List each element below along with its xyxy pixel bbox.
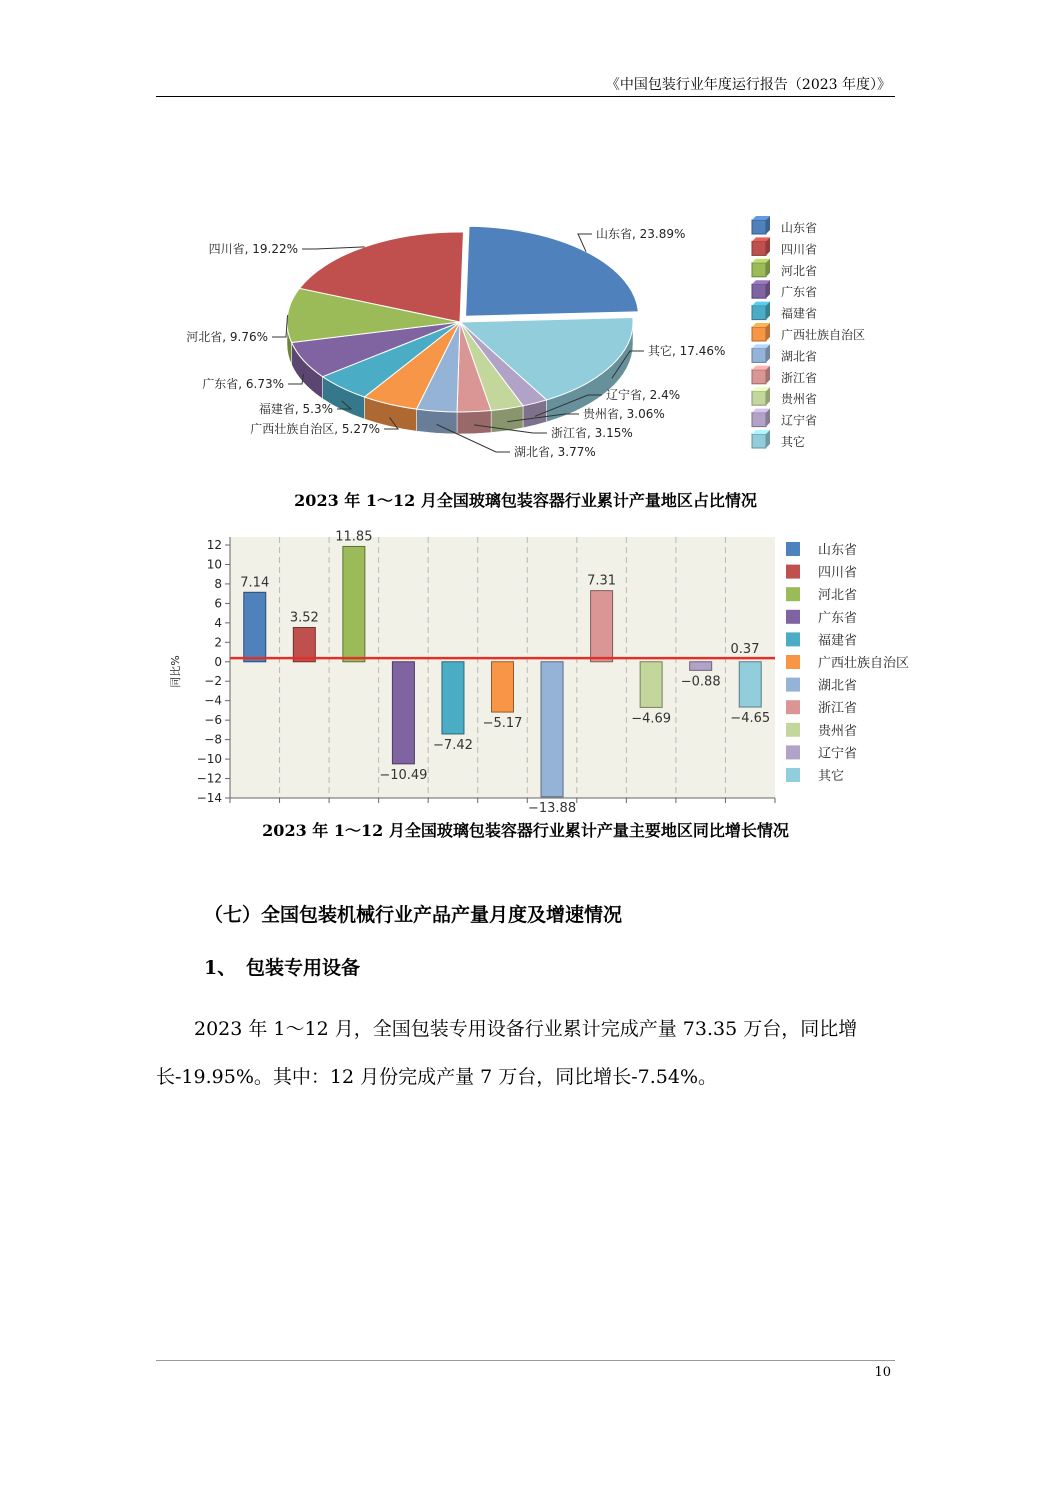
bar-legend-item-3	[786, 610, 857, 626]
bar-legend-swatch-0	[786, 542, 800, 556]
pie-legend-swatch-5	[752, 327, 766, 341]
running-header: 《中国包装行业年度运行报告（2023 年度）》	[605, 77, 891, 93]
bar-legend-swatch-10	[786, 768, 800, 782]
bar-5	[492, 662, 514, 712]
pie-legend-label-8: 贵州省	[781, 392, 818, 407]
bar-legend-label-3: 广东省	[818, 610, 858, 626]
pie-legend-item-0	[752, 216, 817, 235]
pie-label-8: 广东省, 6.73%	[202, 377, 284, 391]
section-heading: （七）全国包装机械行业产品产量月度及增速情况	[204, 904, 623, 926]
bar-8	[640, 662, 662, 708]
bar-legend-swatch-9	[786, 745, 800, 759]
bar-ytick-label-1: 10	[206, 557, 222, 572]
pie-legend-swatch-8	[752, 391, 766, 405]
bar-2	[343, 546, 365, 661]
bar-ytick-label-2: 8	[214, 576, 222, 591]
pie-label-10: 四川省, 19.22%	[208, 242, 298, 256]
bar-0	[244, 592, 266, 661]
pie-legend-item-5	[752, 323, 865, 342]
bar-ytick-label-4: 4	[214, 615, 222, 630]
pie-label-2: 辽宁省, 2.4%	[606, 388, 681, 402]
bar-value-label-9: −0.88	[680, 674, 721, 690]
bar-value-label-3: −10.49	[379, 767, 428, 783]
pie-leader-line-9	[272, 315, 288, 337]
pie-legend-label-5: 广西壮族自治区	[781, 328, 866, 342]
bar-legend-label-5: 广西壮族自治区	[818, 656, 910, 671]
pie-legend-swatch-10	[752, 434, 766, 448]
pie-chart	[0, 0, 1051, 480]
bar-legend-swatch-3	[786, 610, 800, 624]
pie-label-1: 其它, 17.46%	[648, 344, 726, 358]
pie-legend-item-1	[752, 237, 817, 256]
bar-legend-item-10	[786, 768, 844, 784]
page-number: 10	[874, 1365, 891, 1380]
footer-rule	[156, 1360, 895, 1361]
pie-chart-caption: 2023 年 1～12 月全国玻璃包装容器行业累计产量地区占比情况	[294, 491, 757, 510]
pie-leader-line-10	[302, 247, 365, 249]
bar-legend-item-1	[786, 565, 857, 581]
bar-legend-item-6	[786, 678, 857, 694]
subheading: 包装专用设备	[246, 957, 361, 979]
bar-chart	[0, 515, 1051, 815]
pie-legend-swatch-0	[752, 220, 766, 234]
pie-label-7: 福建省, 5.3%	[258, 402, 333, 416]
pie-label-3: 贵州省, 3.06%	[583, 407, 665, 421]
subheading-number: 1、	[204, 957, 237, 979]
bar-legend-swatch-8	[786, 723, 800, 737]
bar-value-label-0: 7.14	[240, 575, 270, 591]
pie-legend-swatch-7	[752, 370, 766, 384]
bar-y-axis-label: 同比%	[169, 655, 182, 688]
bar-legend-label-0: 山东省	[818, 543, 858, 558]
bar-legend-item-7	[786, 700, 857, 716]
bar-legend-item-2	[786, 587, 857, 603]
bar-7	[591, 591, 613, 662]
bar-legend-swatch-1	[786, 565, 800, 579]
pie-legend-label-6: 湖北省	[781, 349, 818, 364]
bar-legend-swatch-5	[786, 655, 800, 669]
bar-value-label-4: −7.42	[433, 737, 473, 753]
bar-ytick-label-7: −2	[204, 674, 222, 689]
pie-legend-label-1: 四川省	[781, 242, 818, 257]
bar-legend-item-4	[786, 632, 857, 648]
pie-legend-item-8	[752, 387, 817, 406]
bar-legend-item-9	[786, 745, 857, 761]
pie-legend-item-10	[752, 430, 805, 449]
pie-label-5: 湖北省, 3.77%	[514, 445, 596, 459]
pie-legend-item-3	[752, 280, 817, 299]
pie-legend-item-2	[752, 259, 817, 278]
bar-10	[739, 662, 761, 707]
bar-ytick-label-6: 0	[214, 654, 222, 669]
pie-legend-item-4	[752, 302, 817, 321]
bar-1	[293, 628, 315, 662]
pie-legend-item-6	[752, 344, 817, 363]
pie-slice-4-side	[457, 411, 491, 434]
bar-legend-swatch-6	[786, 678, 800, 692]
pie-legend-swatch-9	[752, 413, 766, 427]
bar-ytick-label-9: −6	[204, 713, 222, 728]
bar-value-label-1: 3.52	[289, 610, 319, 626]
pie-legend-swatch-6	[752, 348, 766, 362]
pie-slice-5-side	[417, 409, 458, 434]
bar-legend-label-6: 湖北省	[818, 678, 858, 694]
bar-ytick-label-8: −4	[204, 693, 222, 708]
bar-ytick-label-12: −12	[196, 771, 222, 786]
pie-legend-item-7	[752, 366, 817, 385]
pie-label-6: 广西壮族自治区, 5.27%	[250, 422, 380, 436]
pie-legend-label-4: 福建省	[781, 306, 818, 321]
bar-reference-label: 0.37	[730, 642, 760, 658]
bar-legend-label-4: 福建省	[818, 633, 858, 649]
pie-label-4: 浙江省, 3.15%	[551, 426, 633, 440]
bar-ytick-label-5: 2	[214, 635, 222, 650]
pie-legend-swatch-4	[752, 306, 766, 320]
bar-value-label-5: −5.17	[482, 716, 523, 732]
pie-legend-label-0: 山东省	[781, 221, 818, 235]
bar-legend-swatch-7	[786, 700, 800, 714]
bar-ytick-label-11: −10	[196, 752, 222, 767]
bar-6	[541, 662, 563, 797]
pie-label-0: 山东省, 23.89%	[596, 227, 686, 241]
bar-legend-label-7: 浙江省	[818, 701, 858, 717]
bar-9	[690, 662, 712, 671]
bar-legend-label-2: 河北省	[818, 588, 858, 604]
pie-legend-swatch-2	[752, 263, 766, 277]
bar-legend-label-10: 其它	[818, 769, 845, 784]
bar-legend-item-8	[786, 723, 857, 739]
pie-legend-label-9: 辽宁省	[781, 413, 818, 428]
bar-ytick-label-0: 12	[206, 538, 222, 552]
pie-legend-swatch-3	[752, 284, 766, 298]
bar-legend-item-0	[786, 542, 857, 558]
pie-label-9: 河北省, 9.76%	[186, 330, 268, 344]
bar-value-label-7: 7.31	[587, 573, 617, 589]
bar-ytick-label-3: 6	[214, 596, 222, 611]
bar-legend-label-8: 贵州省	[818, 723, 858, 739]
body-paragraph: 2023 年 1～12 月，全国包装专用设备行业累计完成产量 73.35 万台，同比增长-19.95%。其中：12 月份完成产量 7 万台，同比增长-7.54%。	[156, 1018, 858, 1088]
bar-ytick-label-13: −14	[196, 791, 222, 805]
bar-value-label-2: 11.85	[335, 529, 373, 545]
pie-legend-label-7: 浙江省	[781, 370, 818, 385]
pie-legend-label-2: 河北省	[781, 263, 818, 278]
pie-legend-label-3: 广东省	[781, 285, 818, 300]
bar-chart-caption: 2023 年 1～12 月全国玻璃包装容器行业累计产量主要地区同比增长情况	[262, 821, 789, 840]
bar-value-label-8: −4.69	[631, 711, 672, 727]
bar-legend-label-9: 辽宁省	[818, 746, 858, 762]
bar-3	[392, 662, 414, 764]
bar-legend-swatch-4	[786, 632, 800, 646]
pie-legend-swatch-1	[752, 241, 766, 255]
bar-legend-swatch-2	[786, 587, 800, 601]
bar-legend-item-5	[786, 655, 909, 671]
pie-legend-label-10: 其它	[781, 435, 806, 449]
bar-legend-label-1: 四川省	[818, 565, 858, 581]
bar-value-label-6: −13.88	[527, 800, 577, 815]
bar-4	[442, 662, 464, 734]
bar-value-label-10: −4.65	[730, 711, 771, 727]
bar-ytick-label-10: −8	[204, 732, 222, 747]
pie-legend-item-9	[752, 409, 817, 428]
